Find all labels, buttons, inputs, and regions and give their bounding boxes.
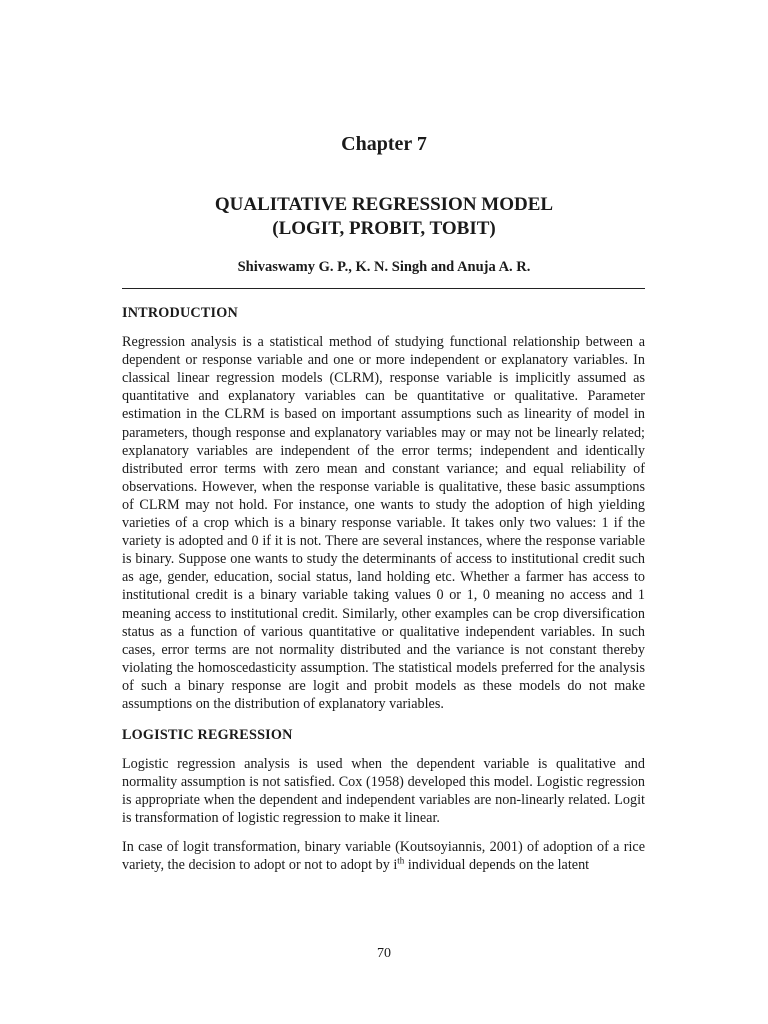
chapter-title [0,193,768,241]
page-number: 70 [377,946,391,961]
logistic-paragraph-2 [122,838,645,874]
logistic-paragraph-1: Logistic regression analysis is used when the dependent variable is qualitative and normality assumption is not satisfied. Cox (1958) developed this model. Logistic regression is appropriate when the dependent and independent variables are non-linearly related. Logit is transformation of logistic regression to make it linear. [122,756,645,827]
section-heading-logistic-regression: LOGISTIC REGRESSION [122,727,293,744]
superscript-th: th [397,854,405,865]
logistic-paragraph-2-text-b: individual depends on the latent [404,856,590,873]
chapter-title-line-2: (LOGIT, PROBIT, TOBIT) [272,218,496,239]
introduction-paragraph: Regression analysis is a statistical method of studying functional relationship between a dependent or response variable and one or more independent or explanatory variables. In classical linear regression models (CLRM), response variable is implicitly assumed as quantitative and explanatory variables can be quantitative or qualitative. Parameter estimation in the CLRM is based on important assumptions such as linearity of model in parameters, though response and explanatory variables may or may not be linearly related; explanatory variables are independent of the error terms; independent and identically distributed error terms with zero mean and constant variance; and equal reliability of observations. However, when the response variable is qualitative, these basic assumptions of CLRM may not hold. For instance, one wants to study the adoption of high yielding varieties of a crop which is a binary response variable. It takes only two values: 1 if the variety is adopted and 0 if it is not. There are several instances, where the response variable is binary. Suppose one wants to study the determinants of access to institutional credit such as age, gender, education, social status, land holding etc. Whether a farmer has access to institutional credit is a binary variable taking values 0 or 1, 0 meaning no access and 1 meaning access to institutional credit. Similarly, other examples can be crop diversification status as a function of various quantitative or qualitative independent variables. In such cases, error terms are not normality distributed and the variance is not constant thereby violating the homoscedasticity assumption. The statistical models preferred for the analysis of such a binary response are logit and probit models as these models do not make assumptions on the distribution of explanatory variables. [122,334,645,712]
authors: Shivaswamy G. P., K. N. Singh and Anuja A. R. [237,259,531,275]
chapter-title-line-1: QUALITATIVE REGRESSION MODEL [214,194,554,215]
chapter-label: Chapter 7 [341,133,427,155]
section-heading-introduction: INTRODUCTION [122,305,238,321]
body-content [122,304,645,874]
logistic-paragraph-2-text-a: In case of logit transformation, binary variable (Koutsoyiannis, 2001) of adoption of a rice variety, the decision to adopt or not to adopt by i [122,838,645,873]
title-divider [122,288,645,289]
